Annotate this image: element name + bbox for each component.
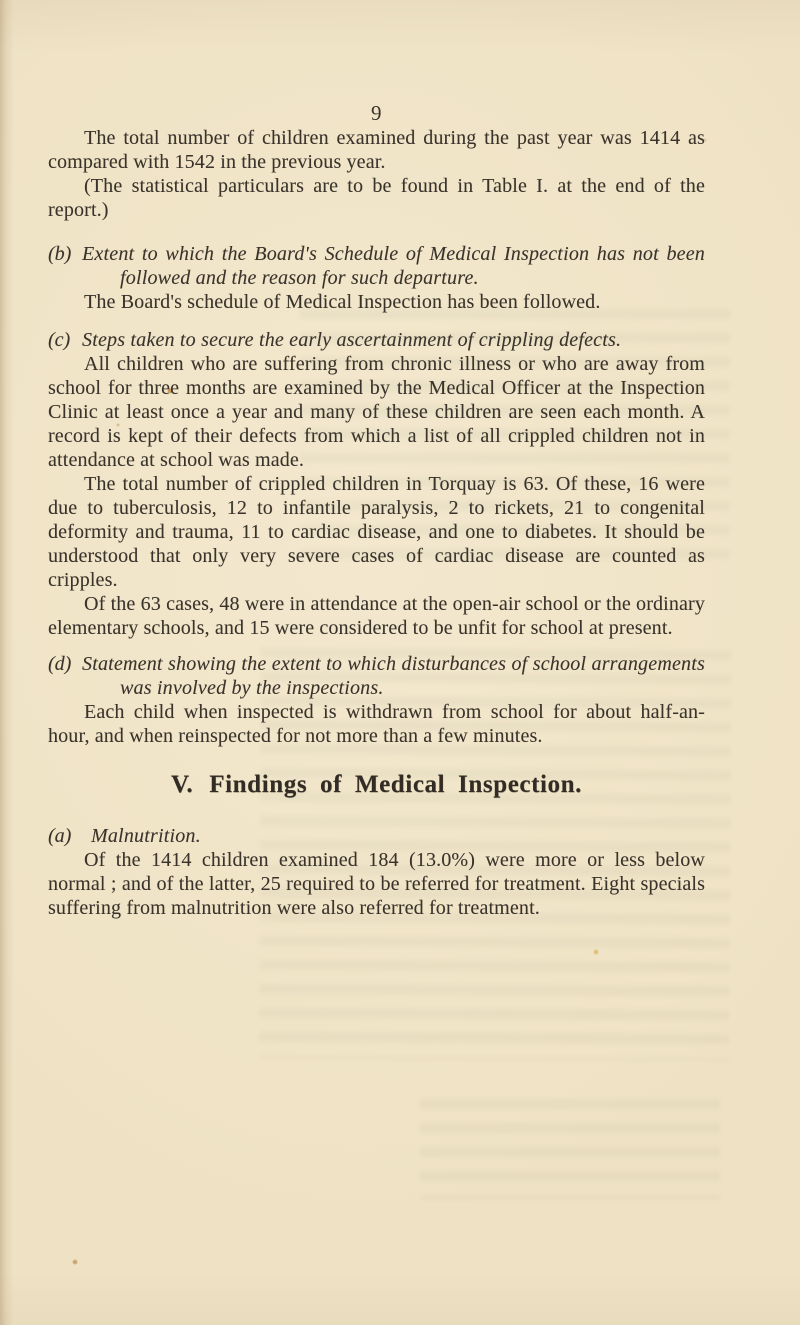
section-c-label: (c) bbox=[48, 329, 71, 351]
findings-heading-number: V. bbox=[170, 771, 194, 798]
section-d bbox=[48, 652, 705, 700]
section-c-heading: Steps taken to secure the early ascertainment of crippling defects. bbox=[82, 329, 622, 351]
section-c-paragraph-3: Of the 63 cases, 48 were in attendance at the open-air school or the ordinary elementary schools, and 15 were considered to be unfit for school at present. bbox=[48, 593, 705, 639]
section-c bbox=[48, 328, 705, 352]
section-b-paragraph: The Board's schedule of Medical Inspection has been followed. bbox=[84, 291, 601, 313]
findings-heading-title: Findings of Medical Inspection. bbox=[209, 771, 583, 798]
subsection-a-title: Malnutrition. bbox=[91, 825, 201, 847]
intro-paragraph-statistical-note: (The statistical particulars are to be found in Table I. at the end of the report.) bbox=[48, 175, 705, 221]
section-d-label: (d) bbox=[48, 653, 72, 675]
section-b bbox=[48, 242, 705, 290]
section-b-label: (b) bbox=[48, 243, 72, 265]
section-b-heading: Extent to which the Board's Schedule of Medical Inspection has not been followed and the reason for such departure. bbox=[82, 243, 705, 289]
section-d-paragraph: Each child when inspected is withdrawn from school for about half-an-hour, and when reinspected for not more than a few minutes. bbox=[48, 701, 705, 747]
subsection-a-label: (a) bbox=[48, 825, 72, 847]
section-d-heading: Statement showing the extent to which disturbances of school arrangements was involved by the inspections. bbox=[82, 653, 705, 699]
section-c-paragraph-2: The total number of crippled children in Torquay is 63. Of these, 16 were due to tuberculosis, 12 to infantile paralysis, 2 to rickets, 21 to congenital deformity and trauma, 11 to cardiac disease, and one to diabetes. It should be understood that only very severe cases of cardiac disease are counted as cripples. bbox=[48, 473, 705, 591]
findings-of-medical-inspection-heading bbox=[48, 770, 705, 800]
section-c-paragraph-1: All children who are suffering from chronic illness or who are away from school for three months are examined by the Medical Officer at the Inspection Clinic at least once a year and many of these children are seen each month. A record is kept of their defects from which a list of all crippled children not in attendance at school was made. bbox=[48, 353, 705, 471]
page-number: 9 bbox=[371, 101, 382, 125]
intro-paragraph-total-examined: The total number of children examined during the past year was 1414 as compared with 1542 in the previous year. bbox=[48, 127, 705, 173]
subsection-a-malnutrition bbox=[48, 824, 705, 848]
malnutrition-paragraph: Of the 1414 children examined 184 (13.0%) were more or less below normal ; and of the latter, 25 required to be referred for treatment. Eight specials suffering from malnutrition were also referred for treatment. bbox=[48, 849, 705, 919]
